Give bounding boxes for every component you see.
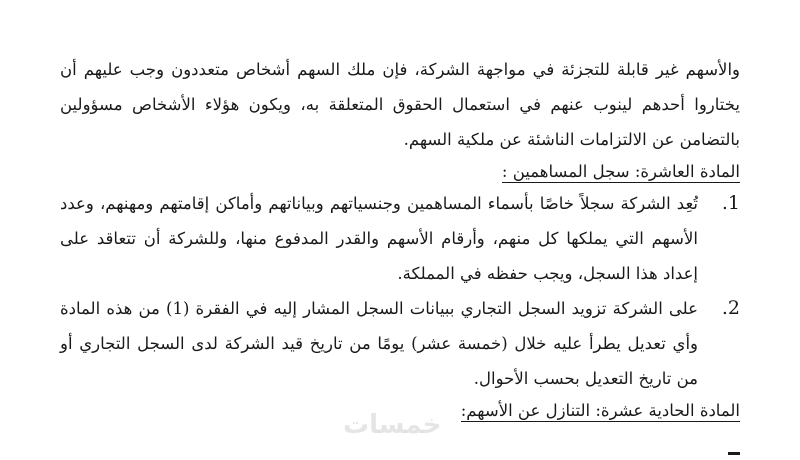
watermark-logo: خمسات (343, 410, 442, 440)
intro-paragraph: والأسهم غير قابلة للتجزئة في مواجهة الشركة، فإن ملك السهم أشخاص متعددون وجب عليهم أن يختاروا أحدهم لينوب عنهم في استعمال الحقوق المتعلقة به، ويكون هؤلاء الأشخاص مسؤولين بالتضامن عن الالتزامات الناشئة عن ملكية السهم. (60, 60, 740, 149)
article-10-heading-text: المادة العاشرة: سجل المساهمين : (501, 162, 740, 181)
list-item-text: على الشركة تزويد السجل التجاري ببيانات السجل المشار إليه في الفقرة (1) من هذه المادة وأي تعديل يطرأ عليه خلال (خمسة عشر) يومًا من تاريخ قيد الشركة لدى السجل التجاري أو من تاريخ التعديل بحسب الأحوال. (60, 299, 698, 388)
list-item (60, 291, 740, 396)
list-item-number: 1. (721, 192, 740, 214)
list-item (60, 186, 740, 291)
article-10-list (60, 186, 740, 396)
article-11-heading-text: المادة الحادية عشرة: التنازل عن الأسهم: (460, 401, 740, 420)
list-item-number: 2. (721, 297, 740, 319)
document-page (60, 52, 740, 425)
article-10-heading (60, 157, 740, 186)
list-item-text: تُعِد الشركة سجلاً خاصًا بأسماء المساهمين وجنسياتهم وبياناتهم وأماكن إقامتهم ومهنهم، وعدد الأسهم التي يملكها كل منهم، وأرقام الأسهم والقدر المدفوع منها، وللشركة أن تتعاقد على إعداد هذا السجل، ويجب حفظه في المملكة. (60, 194, 698, 283)
next-line-fragment (728, 452, 740, 455)
article-11-heading (60, 396, 740, 425)
